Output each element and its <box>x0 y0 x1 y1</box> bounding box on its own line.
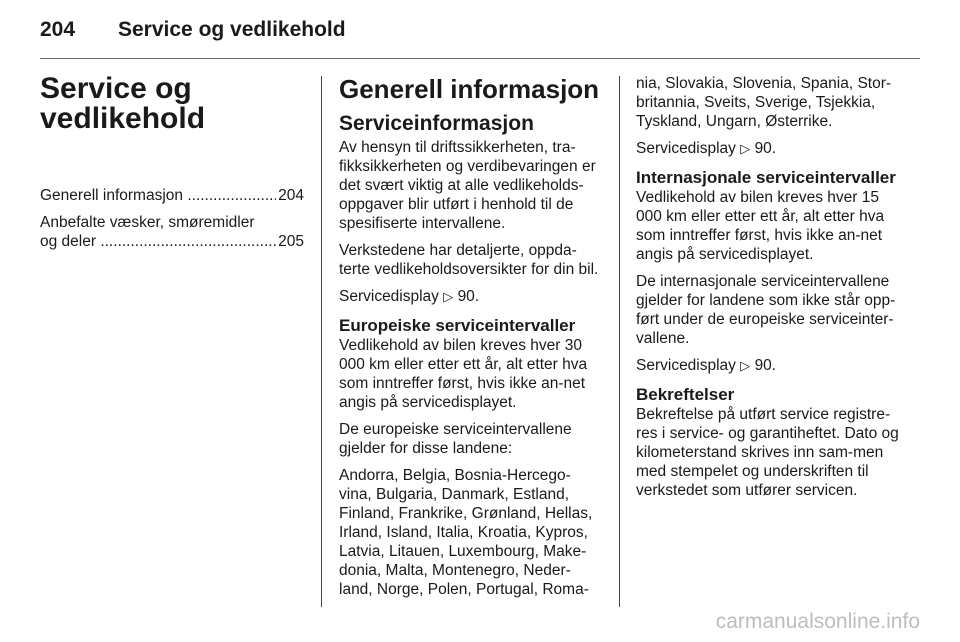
running-title: Service og vedlikehold <box>118 18 346 41</box>
page-number: 204 <box>40 18 76 41</box>
column-divider-2 <box>619 76 620 607</box>
reference-text: Servicedisplay <box>339 288 439 305</box>
cross-reference[interactable] <box>636 356 904 375</box>
toc-entry-text-line2: og deler ..... <box>40 232 276 251</box>
toc-entry-recommended-fluids[interactable] <box>40 213 304 251</box>
chapter-title-line1: Service og <box>40 72 192 105</box>
paragraph: nia, Slovakia, Slovenia, Spania, Stor-britannia, Sveits, Sverige, Tsjekkia, Tyskland, Ungarn, Østerrike. <box>636 75 892 130</box>
reference-page: 90. <box>754 140 777 157</box>
reference-text: Servicedisplay <box>636 357 736 374</box>
chapter-title <box>40 74 304 134</box>
subsection-heading: Serviceinformasjon <box>339 112 534 135</box>
toc-entry-text-line1: Anbefalte væsker, smøremidler <box>40 214 255 231</box>
cross-reference[interactable] <box>636 139 904 158</box>
content-column-2 <box>636 74 904 508</box>
reference-page: 90. <box>754 357 777 374</box>
paragraph: Andorra, Belgia, Bosnia-Hercego-vina, Bulgaria, Danmark, Estland, Finland, Frankrike, Grønland, Hellas, Irland, Island, Italia, Kroatia, Kypros, Latvia, Litauen, Luxembourg, Make-donia, Malta, Montenegro, Neder-land, Norge, Polen, Portugal, Roma- <box>339 467 593 598</box>
topic-heading: Bekreftelser <box>636 385 735 404</box>
toc-entry-page: 205 <box>278 233 304 250</box>
paragraph: De internasjonale serviceintervallene gjelder for landene som ikke står opp-ført under de europeiske serviceinter-vallene. <box>636 273 896 347</box>
paragraph: Av hensyn til driftssikkerheten, tra-fikksikkerheten og verdibevaringen er det svært viktig at alle vedlikeholds-oppgaver blir utført i henhold til de spesifiserte intervallene. <box>339 139 596 232</box>
paragraph: De europeiske serviceintervallene gjelder for disse landene: <box>339 421 572 457</box>
content-column-1 <box>339 74 603 607</box>
paragraph: Bekreftelse på utført service registre-res i service- og garantiheftet. Dato og kilometerstand skrives inn sam-men med stempelet og underskriften til verkstedet som utfører servicen. <box>636 406 899 499</box>
toc-entry-text: Generell informasjon ..... <box>40 186 276 205</box>
reference-arrow-icon: ▷ <box>443 289 454 304</box>
header-rule <box>40 58 920 59</box>
toc-entry-page: 204 <box>278 187 304 204</box>
section-heading: Generell informasjon <box>339 74 600 104</box>
chapter-column <box>40 74 304 259</box>
column-divider-1 <box>321 76 322 607</box>
reference-text: Servicedisplay <box>636 140 736 157</box>
topic-heading: Internasjonale serviceintervaller <box>636 168 896 187</box>
paragraph: Vedlikehold av bilen kreves hver 15 000 km eller etter ett år, alt etter hva som inntreffer først, hvis ikke an-net angis på servicedisplayet. <box>636 189 885 263</box>
reference-page: 90. <box>457 288 480 305</box>
chapter-title-line2: vedlikehold <box>40 102 206 135</box>
paragraph: Verkstedene har detaljerte, oppda-terte vedlikeholdsoversikter for din bil. <box>339 242 599 278</box>
paragraph: Vedlikehold av bilen kreves hver 30 000 km eller etter ett år, alt etter hva som inntreffer først, hvis ikke an-net angis på servicedisplayet. <box>339 337 588 411</box>
cross-reference[interactable] <box>339 287 603 306</box>
page-header <box>40 18 920 58</box>
topic-heading: Europeiske serviceintervaller <box>339 316 576 335</box>
watermark: carmanualsonline.info <box>715 610 920 633</box>
reference-arrow-icon: ▷ <box>740 141 751 156</box>
reference-arrow-icon: ▷ <box>740 358 751 373</box>
toc-entry-general-info[interactable] <box>40 186 304 205</box>
